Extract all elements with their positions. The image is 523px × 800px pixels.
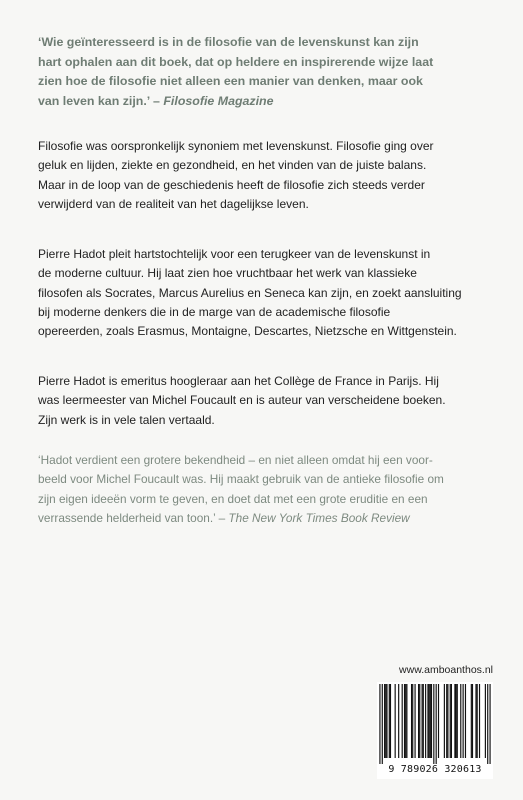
barcode-bar (411, 684, 412, 758)
barcode-bar (460, 684, 461, 758)
barcode-bar (406, 684, 407, 758)
paragraph-line: Zijn werk is in vele talen vertaald. (38, 412, 215, 427)
paragraph-line: geluk en lijden, ziekte en gezondheid, en het vinden van de juiste balans. (38, 158, 427, 173)
quote-line: ‘Hadot verdient een grotere bekendheid – en niet alleen omdat hij een voor- (38, 453, 433, 467)
paragraph-line: was leermeester van Michel Foucault en is auteur van verscheidene boeken. (38, 393, 446, 408)
quote-line: van leven kan zijn.’ (38, 93, 150, 108)
paragraph-line: Filosofie was oorspronkelijk synoniem met levenskunst. Filosofie ging over (38, 139, 434, 153)
barcode-bar (471, 684, 472, 758)
barcode-bar (477, 684, 478, 758)
barcode-bar (382, 684, 383, 764)
quote-line: hart ophalen aan dit boek, dat op heldere en inspirerende wijze laat (38, 54, 434, 69)
barcode-bar (451, 684, 452, 758)
barcode (377, 682, 493, 779)
paragraph-line: Pierre Hadot is emeritus hoogleraar aan het Collège de France in Parijs. Hij (38, 374, 439, 388)
barcode-bar (429, 684, 430, 758)
barcode-bar (427, 684, 428, 758)
quote-source: Filosofie Magazine (163, 93, 274, 108)
isbn-number: 9 789026 320613 (388, 764, 482, 775)
quote-line: ‘Wie geïnteresseerd is in de filosofie van de levenskunst kan zijn (38, 35, 419, 49)
quote-last-line (38, 92, 493, 112)
barcode-bar (456, 684, 457, 758)
barcode-bar (444, 684, 445, 758)
barcode-bar (386, 684, 387, 758)
barcode-bar (438, 684, 439, 758)
paragraph-line: Maar in de loop van de geschiedenis heeft de filosofie zich steeds verder (38, 177, 425, 192)
quote-line: beeld voor Michel Foucault was. Hij maakt gebruik van de antieke filosofie om (38, 472, 444, 487)
barcode-bar (479, 684, 480, 758)
barcode-bar (447, 684, 448, 758)
barcode-bar (379, 684, 380, 764)
barcode-bar (485, 684, 486, 758)
barcode-bar (436, 684, 437, 764)
barcode-bar (487, 684, 488, 764)
quote-last-line (38, 509, 493, 528)
barcode-bar (385, 684, 386, 758)
quote-dash: – (149, 93, 164, 108)
barcode-bar (457, 684, 458, 758)
barcode-bar (430, 684, 431, 758)
barcode-bar (384, 684, 385, 758)
barcode-bar (454, 684, 455, 758)
paragraph-line: opereerden, zoals Erasmus, Montaigne, Descartes, Nietzsche en Wittgenstein. (38, 324, 457, 339)
barcode-bar (472, 684, 473, 758)
barcode-bar (433, 684, 434, 764)
barcode-bar (419, 684, 420, 758)
quote-line: zijn eigen ideeën vorm te geven, en doet dat met een grote eruditie en een (38, 491, 428, 506)
paragraph-line: Pierre Hadot pleit hartstochtelijk voor een terugkeer van de levenskunst in (38, 247, 431, 261)
quote-dash: – (215, 510, 229, 525)
intro-paragraph (38, 137, 493, 214)
barcode-bar (446, 684, 447, 758)
barcode-bar (450, 684, 451, 758)
author-bio-paragraph (38, 372, 493, 430)
quote-source: The New York Times Book Review (228, 510, 410, 525)
barcode-bar (431, 684, 432, 758)
barcode-bar (463, 684, 464, 758)
paragraph-line: verwijderd van de realiteit van het dagelijkse leven. (38, 196, 309, 211)
barcode-bars (377, 682, 493, 764)
barcode-bar (404, 684, 405, 758)
quote-line: zien hoe de filosofie niet alleen een manier van denken, maar ook (38, 74, 423, 89)
barcode-bar (465, 684, 466, 758)
barcode-bar (402, 684, 403, 758)
barcode-bar (414, 684, 415, 758)
barcode-bar (389, 684, 390, 758)
barcode-bar (422, 684, 423, 758)
barcode-bar (423, 684, 424, 758)
barcode-bar (405, 684, 406, 758)
argument-paragraph (38, 245, 493, 341)
review-quote (38, 451, 493, 528)
barcode-bar (475, 684, 476, 758)
barcode-bar (489, 684, 490, 764)
barcode-bar (425, 684, 426, 758)
barcode-bar (398, 684, 399, 758)
barcode-bar (418, 684, 419, 758)
quote-line: verrassende helderheid van toon.’ (38, 510, 216, 525)
barcode-bar (395, 684, 396, 758)
barcode-bar (390, 684, 391, 758)
paragraph-line: filosofen als Socrates, Marcus Aurelius en Seneca kan zijn, en zoekt aansluiting (38, 285, 462, 300)
magazine-quote (38, 33, 493, 111)
barcode-bar (412, 684, 413, 758)
paragraph-line: bij moderne denkers die in de marge van de academische filosofie (38, 304, 391, 319)
publisher-website: www.amboanthos.nl (399, 664, 493, 676)
paragraph-line: de moderne cultuur. Hij laat zien hoe vruchtbaar het werk van klassieke (38, 266, 417, 281)
